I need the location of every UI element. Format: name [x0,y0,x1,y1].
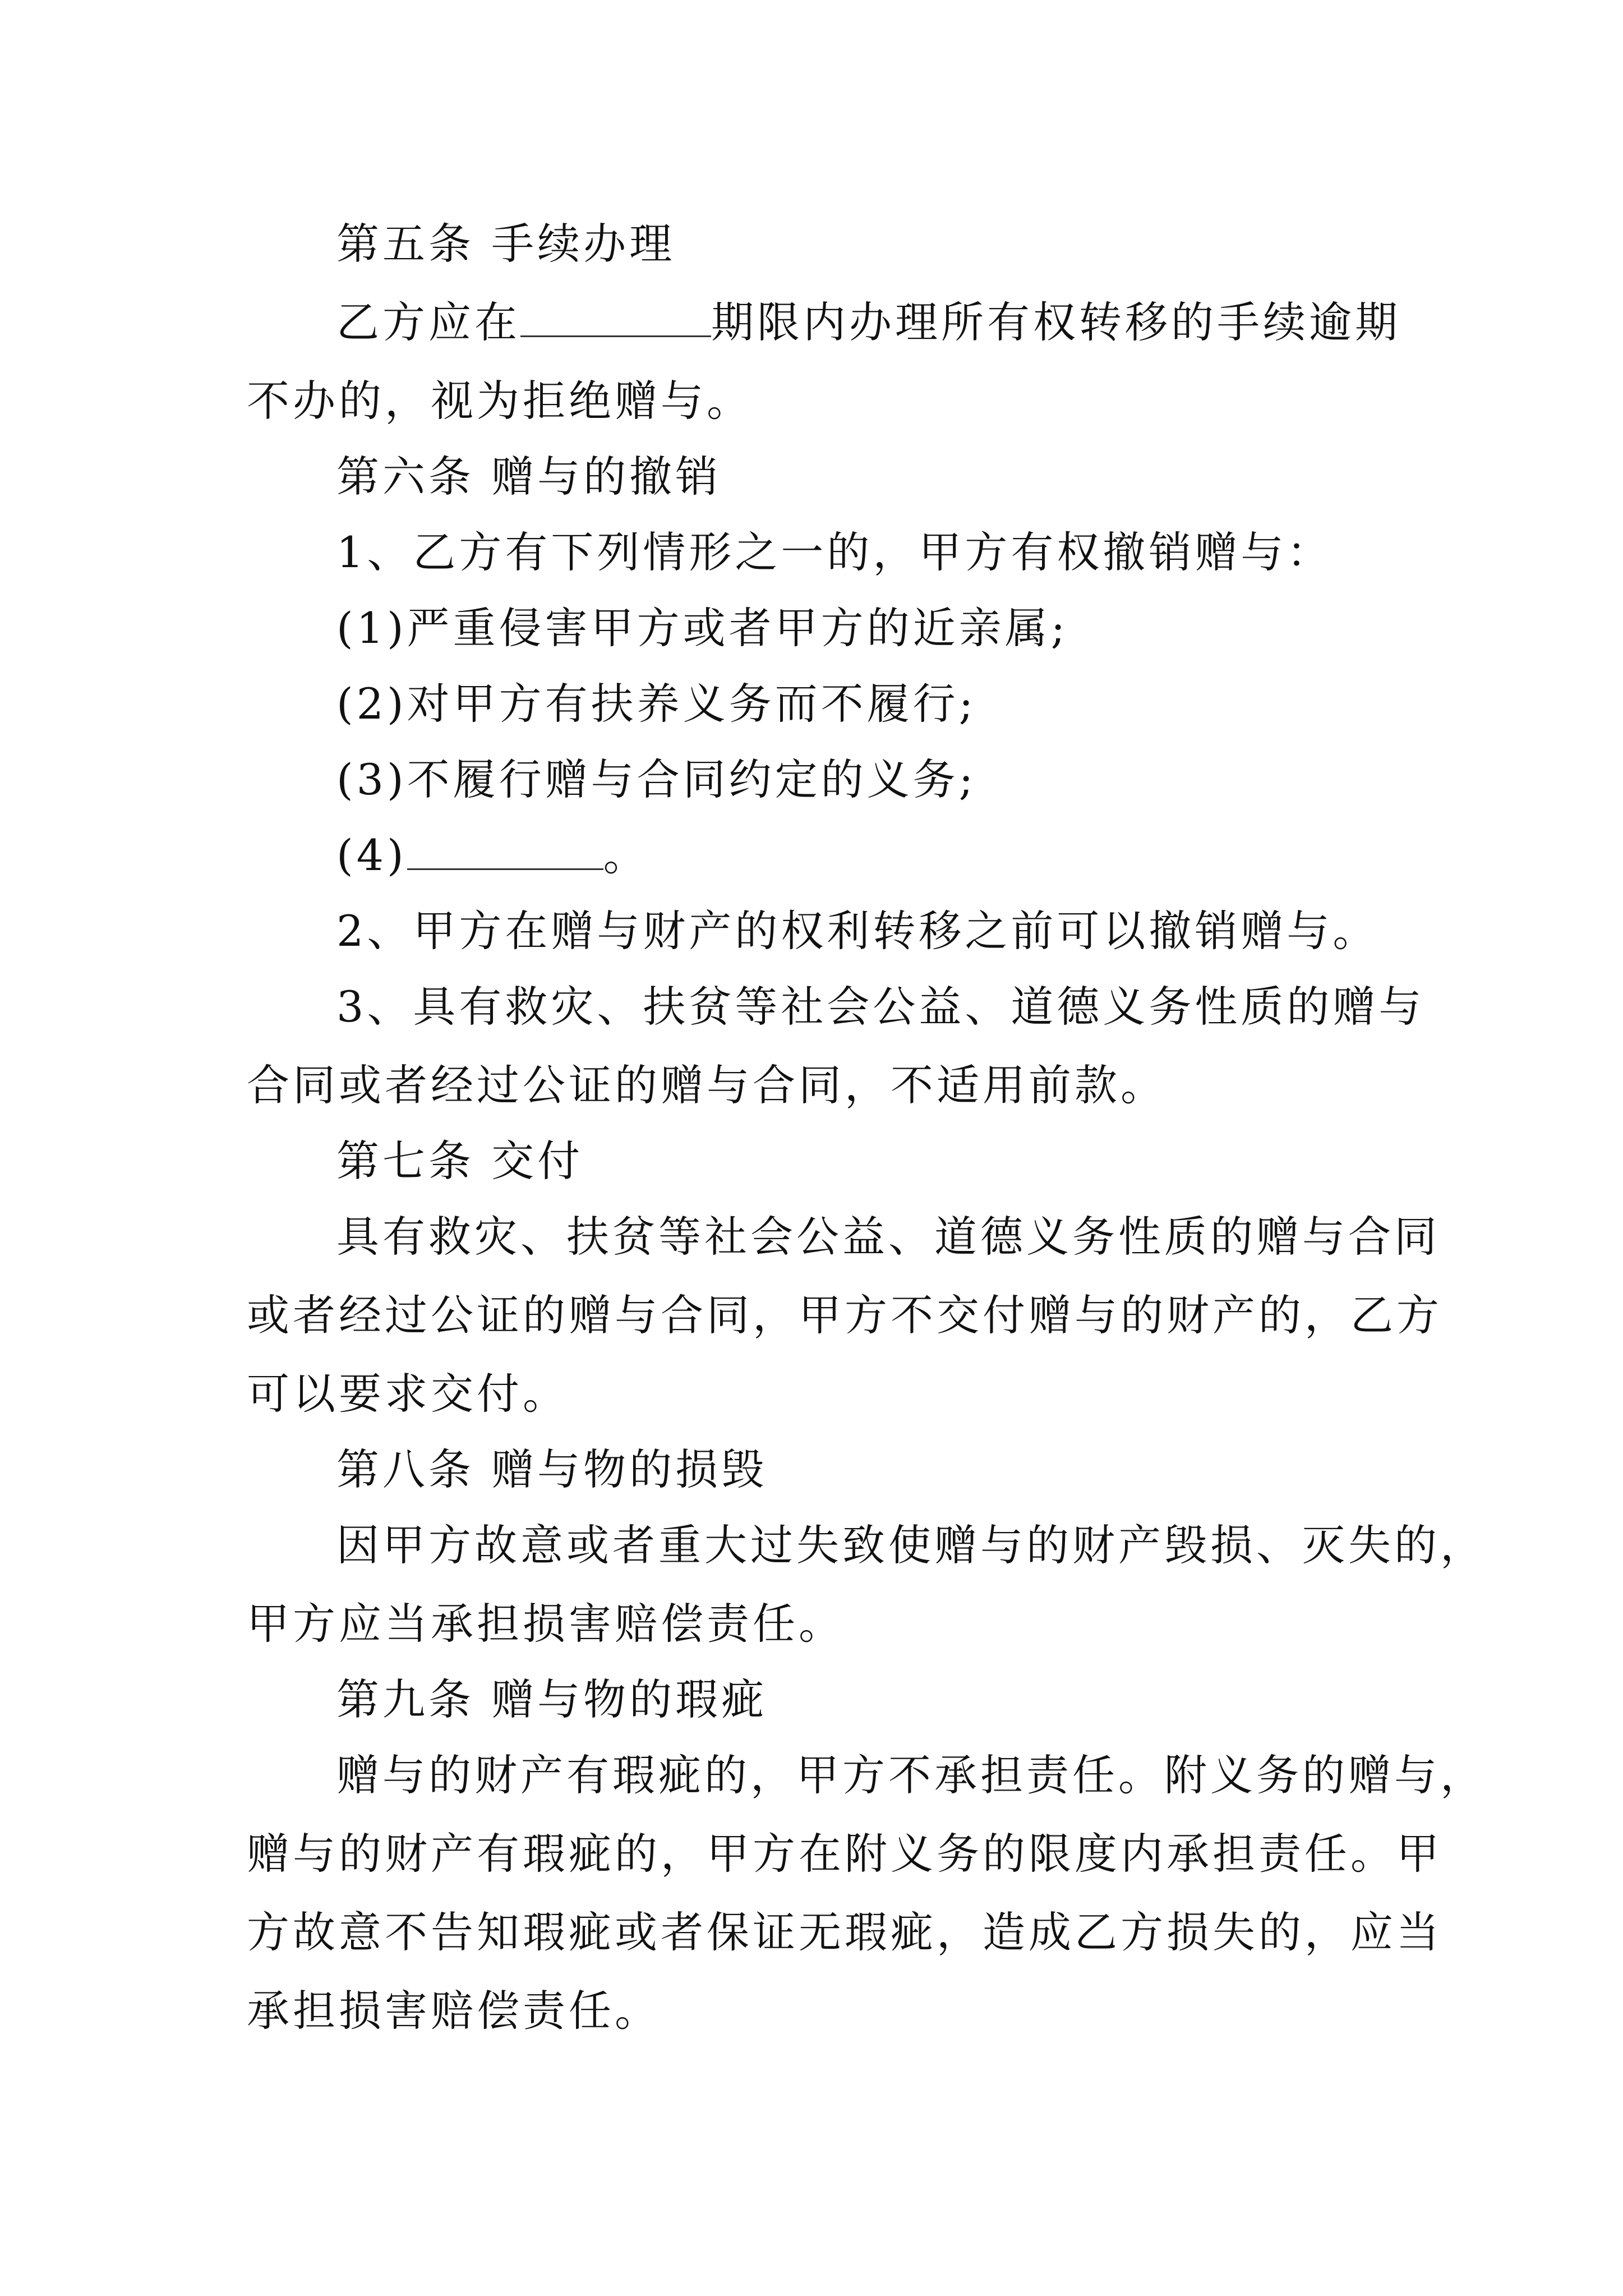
article-8-paragraph-line-2: 甲方应当承担损害赔偿责任。 [247,1599,845,1649]
article-9-heading: 第九条 赠与物的瑕疵 [336,1674,768,1724]
article-5-text-before-blank: 乙方应在 [336,297,520,347]
article-9-paragraph-line-3: 方故意不告知瑕疵或者保证无瑕疵，造成乙方损失的，应当 [247,1907,1442,1957]
article-5-heading: 第五条 手续办理 [336,219,676,269]
article-6-sub-item-2: (2)对甲方有扶养义务而不履行; [336,679,977,729]
article-7-paragraph-line-2: 或者经过公证的赠与合同，甲方不交付赠与的财产的，乙方 [247,1290,1442,1340]
article-5-paragraph-line-2: 不办的，视为拒绝赠与。 [247,376,753,426]
article-6-sub-item-4 [336,827,1391,884]
article-6-sub-item-4-suffix: 。 [603,830,649,880]
article-7-paragraph-line-3: 可以要求交付。 [247,1369,569,1419]
article-5-blank-field [520,296,711,337]
article-6-sub-item-1: (1)严重侵害甲方或者甲方的近亲属; [336,603,1069,653]
article-6-item-1: 1、乙方有下列情形之一的，甲方有权撤销赠与： [336,527,1333,577]
article-7-paragraph-line-1: 具有救灾、扶贫等社会公益、道德义务性质的赠与合同 [336,1212,1440,1262]
article-6-sub-item-4-blank-field [407,829,603,870]
article-6-item-3-line-2: 合同或者经过公证的赠与合同，不适用前款。 [247,1060,1166,1110]
article-6-sub-item-3: (3)不履行赠与合同约定的义务; [336,754,977,804]
article-9-paragraph-line-4: 承担损害赔偿责任。 [247,1986,661,2036]
article-5-text-after-blank: 期限内办理所有权转移的手续逾期 [711,297,1401,347]
article-6-heading: 第六条 赠与的撤销 [336,452,722,501]
article-8-heading: 第八条 赠与物的损毁 [336,1444,768,1494]
article-8-paragraph-line-1: 因甲方故意或者重大过失致使赠与的财产毁损、灭失的， [336,1520,1486,1570]
article-9-paragraph-line-1: 赠与的财产有瑕疵的，甲方不承担责任。附义务的赠与， [336,1750,1486,1800]
article-6-item-3-line-1: 3、具有救灾、扶贫等社会公益、道德义务性质的赠与 [336,982,1425,1032]
article-5-paragraph-line-1 [336,295,1401,351]
article-6-item-2: 2、甲方在赠与财产的权利转移之前可以撤销赠与。 [336,906,1379,956]
article-7-heading: 第七条 交付 [336,1136,584,1186]
article-6-sub-item-4-prefix: (4) [336,830,407,880]
article-9-paragraph-line-2: 赠与的财产有瑕疵的，甲方在附义务的限度内承担责任。甲 [247,1829,1442,1879]
